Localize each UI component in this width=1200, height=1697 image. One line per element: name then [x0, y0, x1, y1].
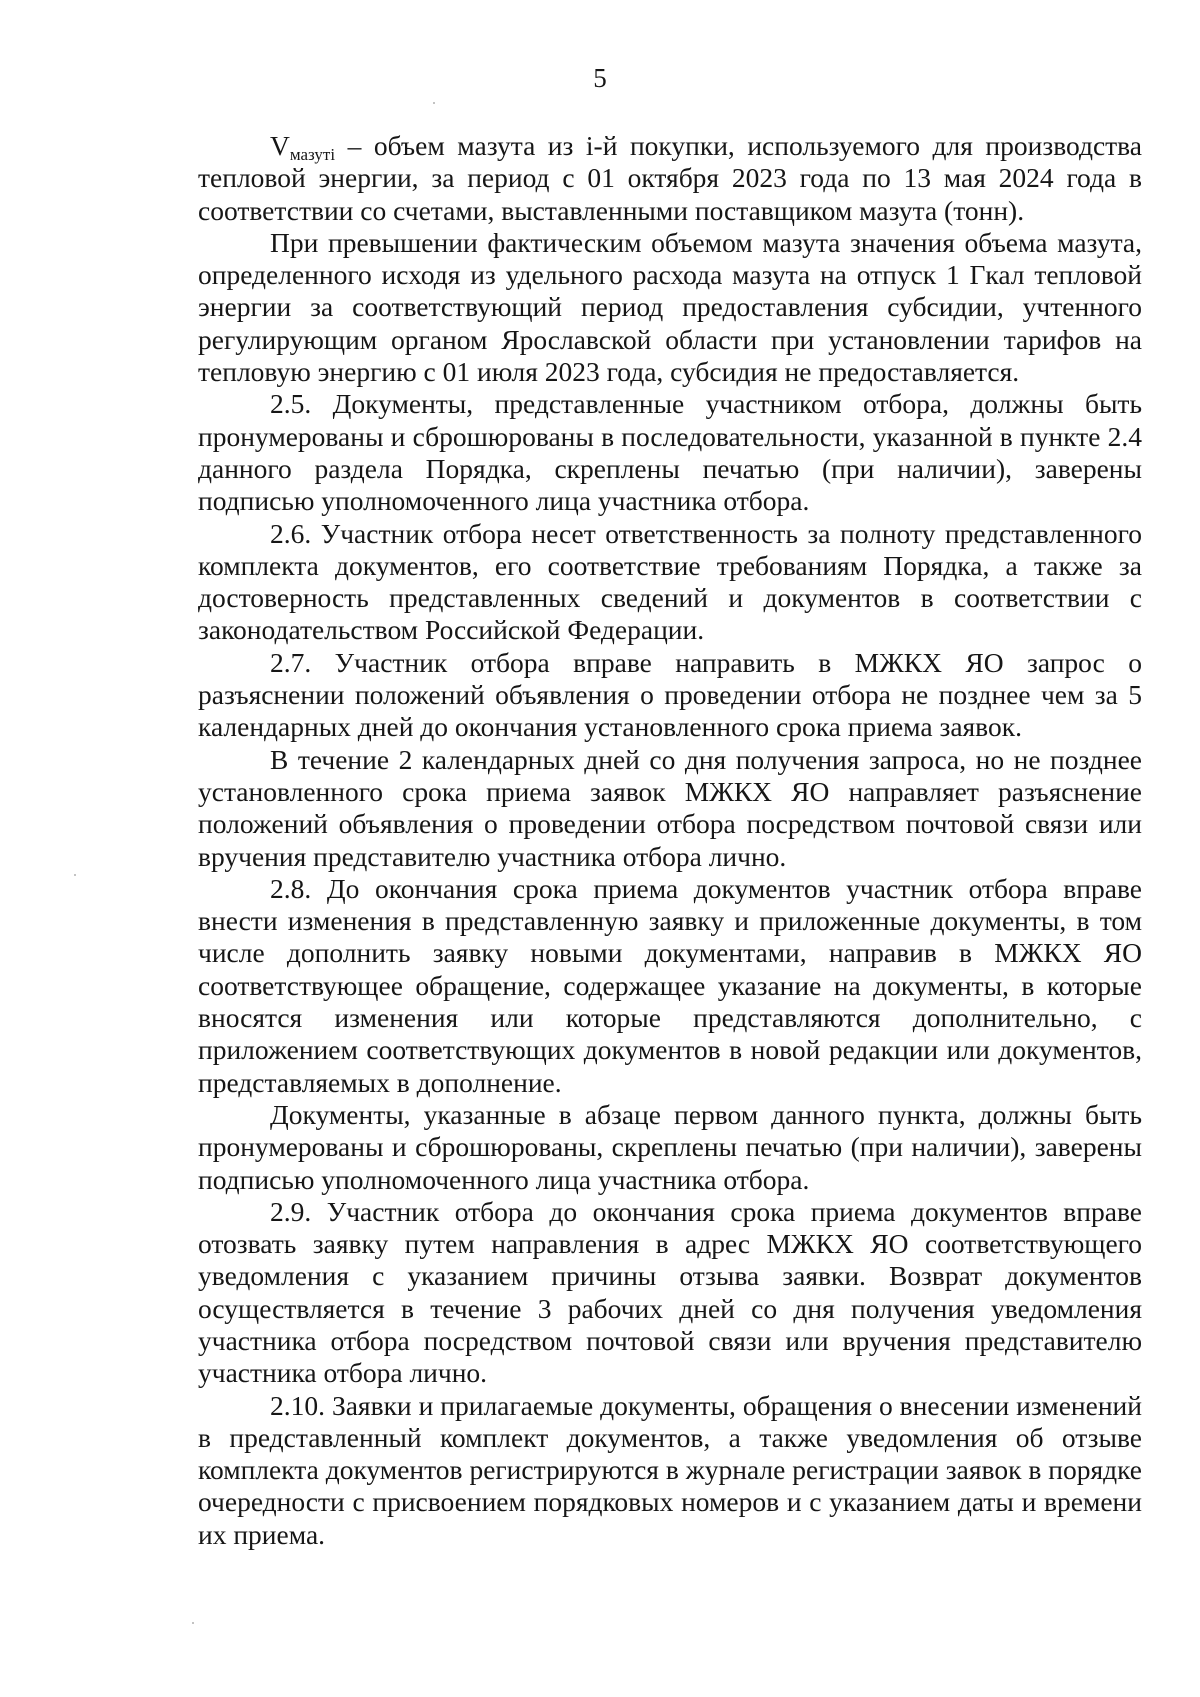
paragraph-2-5: 2.5. Документы, представленные участником отбора, должны быть пронумерованы и сброшюрованы в последовательности, указанной в пункте 2.4 данного раздела Порядка, скреплены печатью (при наличии), заверены подписью уполномоченного лица участника отбора.	[198, 388, 1142, 517]
formula-variable	[270, 130, 336, 164]
paragraph-2-7: 2.7. Участник отбора вправе направить в МЖКХ ЯО запрос о разъяснении положений объявления о проведении отбора не позднее чем за 5 календарных дней до окончания установленного срока приема заявок.	[198, 646, 1142, 743]
variable-subscript: мазутi	[289, 145, 336, 164]
scan-speck	[433, 102, 435, 104]
paragraph-excess-volume: При превышении фактическим объемом мазута значения объема мазута, определенного исходя из удельного расхода мазута на отпуск 1 Гкал тепловой энергии за соответствующий период предоставления субсидии, учтенного регулирующим органом Ярославской области при установлении тарифов на тепловую энергию с 01 июля 2023 года, субсидия не предоставляется.	[198, 226, 1142, 388]
document-body	[198, 130, 1142, 1551]
paragraph-2-6: 2.6. Участник отбора несет ответственность за полноту представленного комплекта документов, его соответствие требованиям Порядка, а также за достоверность представленных сведений и документов в соответствии с законодательством Российской Федерации.	[198, 517, 1142, 646]
variable-base: V	[270, 130, 290, 161]
paragraph-2-7-clarification: В течение 2 календарных дней со дня получения запроса, но не позднее установленного срока приема заявок МЖКХ ЯО направляет разъяснение положений объявления о проведении отбора посредством почтовой связи или вручения представителю участника отбора лично.	[198, 743, 1142, 872]
scan-speck	[192, 1622, 194, 1624]
paragraph-2-9: 2.9. Участник отбора до окончания срока приема документов вправе отозвать заявку путем направления в адрес МЖКХ ЯО соответствующего уведомления с указанием причины отзыва заявки. Возврат документов осуществляется в течение 3 рабочих дней со дня получения уведомления участника отбора посредством почтовой связи или вручения представителю участника отбора лично.	[198, 1195, 1142, 1389]
scan-speck	[74, 874, 76, 876]
paragraph-variable-definition	[198, 130, 1142, 227]
paragraph-text: – объем мазута из i-й покупки, используемого для производства тепловой энергии, за период с 01 октября 2023 года по 13 мая 2024 года в соответствии со счетами, выставленными поставщиком мазута (тонн).	[198, 130, 1142, 226]
paragraph-2-10: 2.10. Заявки и прилагаемые документы, обращения о внесении изменений в представленный комплект документов, а также уведомления об отзыве комплекта документов регистрируются в журнале регистрации заявок в порядке очередности с присвоением порядковых номеров и с указанием даты и времени их приема.	[198, 1389, 1142, 1550]
paragraph-2-8: 2.8. До окончания срока приема документов участник отбора вправе внести изменения в представленную заявку и приложенные документы, в том числе дополнить заявку новыми документами, направив в МЖКХ ЯО соответствующее обращение, содержащее указание на документы, в которые вносятся изменения или которые представляются дополнительно, с приложением соответствующих документов в новой редакции или документов, представляемых в дополнение.	[198, 872, 1142, 1098]
page-number: 5	[593, 63, 607, 93]
paragraph-2-8-documents: Документы, указанные в абзаце первом данного пункта, должны быть пронумерованы и сброшюрованы, скреплены печатью (при наличии), заверены подписью уполномоченного лица участника отбора.	[198, 1098, 1142, 1195]
